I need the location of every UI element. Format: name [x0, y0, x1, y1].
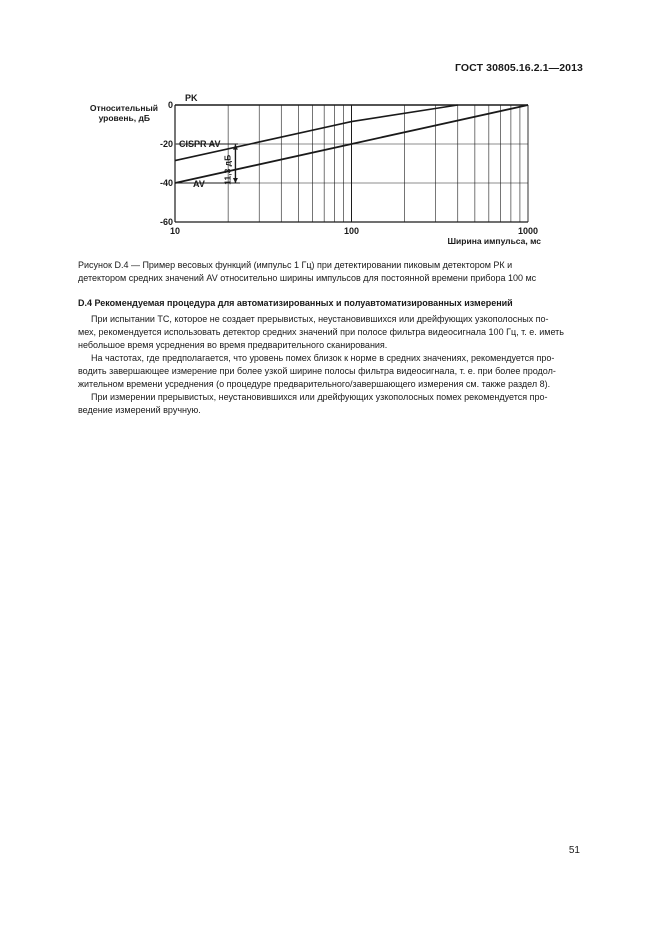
annotation-arrow-bottom [233, 178, 238, 183]
annotation-label: 11,3 дБ [222, 154, 233, 185]
y-tick-label: -20 [159, 139, 173, 149]
series-label-cispr-av: CISPR AV [179, 139, 221, 149]
x-tick-label: 10 [169, 226, 181, 236]
p3-line-2: ведение измерений вручную. [78, 405, 201, 415]
y-axis-label-line-2: уровень, дБ [98, 113, 150, 123]
paragraph-3 [78, 391, 588, 417]
x-axis-label: Ширина импульса, мс [447, 236, 541, 246]
paragraph-2 [78, 352, 588, 391]
document-header: ГОСТ 30805.16.2.1—2013 [455, 62, 583, 74]
p1-line-1: При испытании ТС, которое не создает прерывистых, неустановившихся или дрейфующих узкополосных по- [91, 314, 549, 324]
chart [0, 0, 661, 260]
page-number: 51 [568, 845, 580, 856]
caption-line-1: Рисунок D.4 — Пример весовых функций (импульс 1 Гц) при детектировании пиковым детектором РК и [78, 260, 513, 270]
p1-line-2: мех, рекомендуется использовать детектор средних значений при полосе фильтра видеосигнала 100 Гц, т. е. иметь [78, 327, 564, 337]
y-axis-label-line-1: Относительный [89, 103, 158, 113]
y-tick-label: -60 [159, 217, 173, 227]
p2-line-3: жительном времени усреднения (о процедуре предварительного/завершающего измерения см. также раздел 8). [78, 379, 551, 389]
paragraph-1 [78, 313, 588, 352]
figure-d4 [0, 0, 661, 260]
x-tick-label: 100 [343, 226, 360, 236]
caption-line-2: детектором средних значений AV относительно ширины импульсов для постоянной времени прибора 100 мс [78, 273, 537, 283]
p3-line-1: При измерении прерывистых, неустановившихся или дрейфующих узкополосных помех рекомендуется про- [91, 392, 548, 402]
series-label-pk: PK [185, 93, 198, 103]
x-tick-label: 1000 [517, 226, 539, 236]
p2-line-1: На частотах, где предполагается, что уровень помех близок к норме в средних значениях, рекомендуется про- [91, 353, 555, 363]
y-tick-label: 0 [167, 100, 173, 110]
p1-line-3: небольшое время усреднения во время предварительного сканирования. [78, 340, 388, 350]
figure-caption [78, 259, 588, 285]
section-d4 [78, 297, 588, 417]
y-tick-label: -40 [159, 178, 173, 188]
p2-line-2: водить завершающее измерение при более узкой ширине полосы фильтра видеосигнала, т. е. при более продол- [78, 366, 556, 376]
section-title: D.4 Рекомендуемая процедура для автоматизированных и полуавтоматизированных измерений [78, 298, 513, 308]
series-label-av: AV [193, 179, 205, 189]
